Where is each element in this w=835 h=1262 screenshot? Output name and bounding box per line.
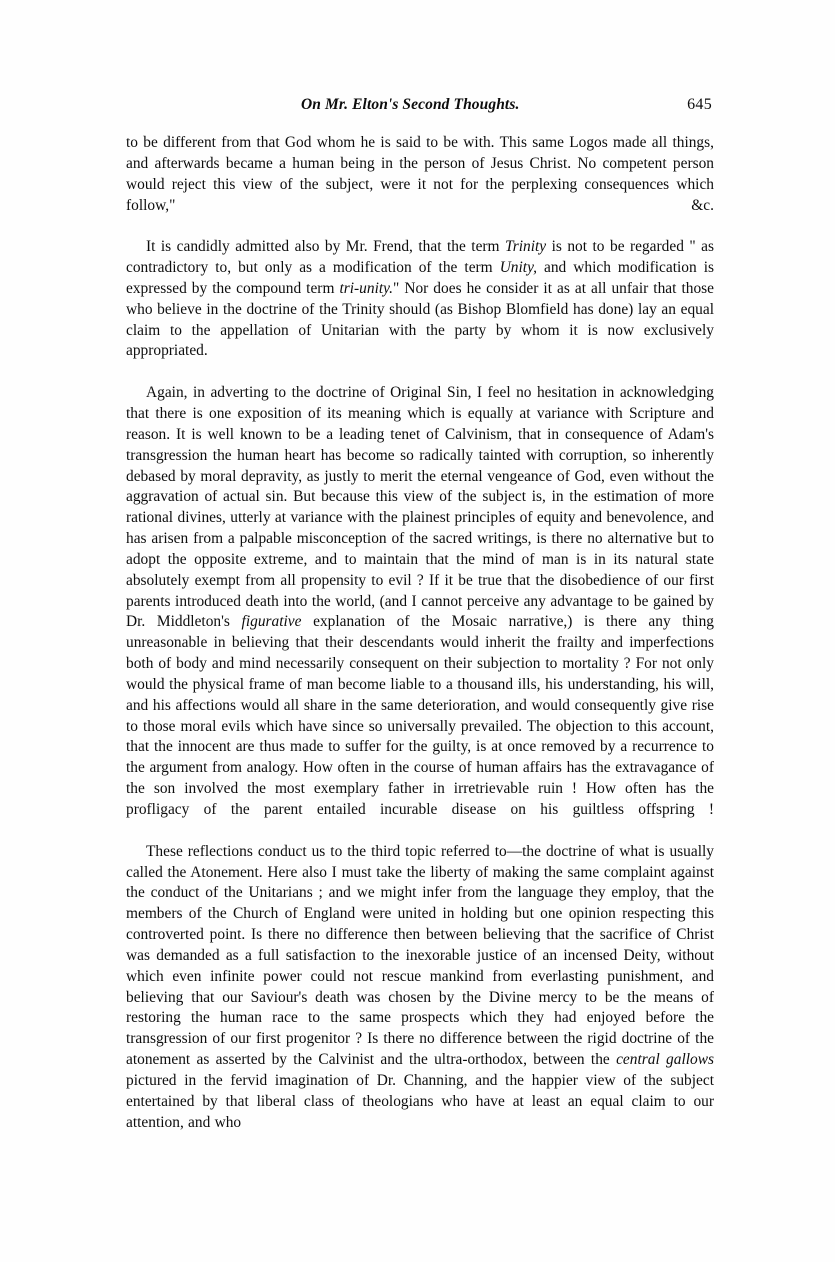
italic-term: Trinity — [505, 238, 547, 256]
running-head — [126, 96, 712, 118]
text-run: is not to be regarded " as contradictory to, but only as a modification of the term — [126, 238, 714, 277]
text-run: pictured in the fervid imagination of Dr. Channing, and the happier view of the subject entertained by that liberal class of theologians who have at least an equal claim to our attention, and who — [126, 1071, 714, 1131]
text-run: explanation of the Mosaic narrative,) is there any thing unreasonable in believing that their descendants would inherit the frailty and imperfections both of body and mind necessarily consequent on their subjection to mortality ? For not only would the physical frame of man become liable to a thousand ills, his understanding, his will, and his affections would all share in the same deterioration, and would consequently give rise to those moral evils which have since so universally prevailed. The objection to this account, that the innocent are thus made to suffer for the guilty, is at once removed by a recurrence to the argument from analogy. How often in the course of human affairs has the extravagance of the son involved the most exemplary father in irretrievable ruin ! How often has the profligacy of the parent entailed incurable disease on his guiltless offspring ! — [126, 613, 714, 818]
para-1: to be different from that God whom he is said to be with. This same Logos made all things, and afterwards became a human being in the person of Jesus Christ. No competent person would reject this view of the subject, were it not for the perplexing consequences which follow," &c. — [126, 134, 714, 214]
text-run: and which modification is expressed by the compound term — [126, 259, 714, 297]
para-4 — [126, 842, 714, 1134]
text-run: It is candidly admitted also by Mr. Frend, that the term — [146, 238, 505, 256]
italic-term: central gallows — [616, 1051, 715, 1069]
italic-term: Unity, — [499, 259, 537, 277]
running-head-title: On Mr. Elton's Second Thoughts. — [301, 96, 520, 113]
text-run: " Nor does he consider it as at all unfair that those who believe in the doctrine of the Trinity should (as Bishop Blomfield has done) lay an equal claim to the appellation of Unitarian with the party by whom it is now exclusively appropriated. — [126, 279, 714, 360]
italic-term: tri-unity. — [339, 279, 393, 297]
italic-term: figurative — [241, 613, 302, 631]
body-text-column — [126, 133, 714, 1134]
text-run: These reflections conduct us to the third topic referred to—the doctrine of what is usually called the Atonement. Here also I must take the liberty of making the same complaint against the conduct of the Unitarians ; and we might infer from the language they employ, that the members of the Church of England were united in holding but one opinion respecting this controverted point. Is there no difference then between believing that the sacrifice of Christ was demanded as a full satisfaction to the inexorable justice of an incensed Deity, without which even infinite power could not rescue mankind from everlasting punishment, and believing that our Saviour's death was chosen by the Divine mercy to be the means of restoring the human race to the same prospects which they had enjoyed before the transgression of our first progenitor ? Is there no difference between the rigid doctrine of the atonement as asserted by the Calvinist and the ultra-orthodox, between the — [126, 842, 714, 1069]
page-number: 645 — [687, 96, 712, 113]
para-3 — [126, 383, 714, 842]
text-run: Again, in adverting to the doctrine of Original Sin, I feel no hesitation in acknowledging that there is one exposition of its meaning which is equally at variance with Scripture and reason. It is well known to be a leading tenet of Calvinism, that in consequence of Adam's transgression the human heart has become so radically tainted with corruption, so inherently debased by moral depravity, as justly to merit the eternal vengeance of God, even without the aggravation of actual sin. But because this view of the subject is, in the estimation of more rational divines, utterly at variance with the plainest principles of equity and benevolence, and has arisen from a palpable misconception of the sacred writings, is there no alternative but to adopt the opposite extreme, and to maintain that the mind of man is in its natural state absolutely exempt from all propensity to evil ? If it be true that the disobedience of our first parents introduced death into the world, (and I cannot perceive any advantage to be gained by Dr. Middleton's — [126, 384, 714, 631]
para-2 — [126, 237, 714, 383]
